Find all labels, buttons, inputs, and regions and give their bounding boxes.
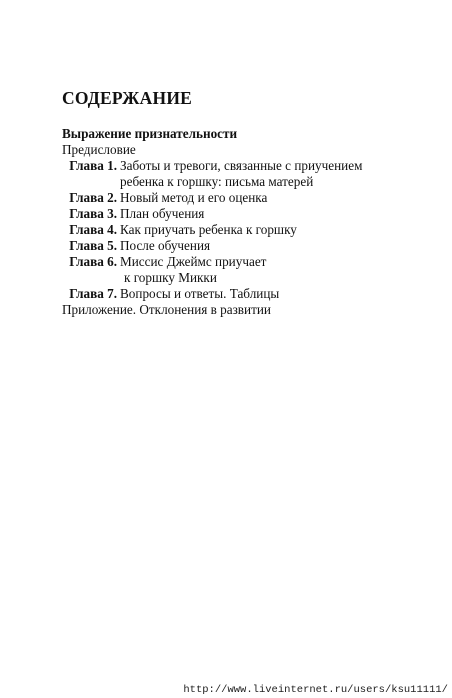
table-of-contents — [62, 126, 422, 318]
chapter-title — [117, 190, 267, 206]
chapter-title — [117, 254, 266, 286]
chapter-title-line: План обучения — [120, 206, 205, 221]
chapter-title-line: ребенка к горшку: письма матерей — [120, 174, 314, 189]
toc-chapter-5 — [62, 238, 422, 254]
chapter-title — [117, 158, 362, 190]
chapter-label: Глава 1. — [69, 158, 117, 173]
toc-entry-preface: Предисловие — [62, 142, 136, 157]
toc-chapter-1 — [62, 158, 422, 190]
chapter-label: Глава 3. — [69, 206, 117, 221]
toc-chapter-7 — [62, 286, 422, 302]
toc-chapter-6 — [62, 254, 422, 286]
chapter-label: Глава 6. — [69, 254, 117, 269]
toc-chapter-4 — [62, 222, 422, 238]
chapter-title-line: Миссис Джеймс приучает — [120, 254, 267, 269]
toc-entry-appendix: Приложение. Отклонения в развитии — [62, 302, 271, 317]
toc-entry-acknowledgement: Выражение признательности — [62, 126, 238, 141]
chapter-label: Глава 4. — [69, 222, 117, 237]
chapter-title-line: Новый метод и его оценка — [120, 190, 268, 205]
toc-chapter-3 — [62, 206, 422, 222]
chapter-title-line: Как приучать ребенка к горшку — [120, 222, 297, 237]
chapter-label: Глава 7. — [69, 286, 117, 301]
chapter-label: Глава 2. — [69, 190, 117, 205]
chapter-title-line: Вопросы и ответы. Таблицы — [120, 286, 280, 301]
toc-chapter-2 — [62, 190, 422, 206]
page-title: СОДЕРЖАНИЕ — [62, 88, 193, 108]
chapter-title — [117, 286, 279, 302]
chapter-label: Глава 5. — [69, 238, 117, 253]
chapter-title — [117, 238, 210, 254]
chapter-title — [117, 222, 297, 238]
chapter-title-line: После обучения — [120, 238, 211, 253]
chapter-title — [117, 206, 204, 222]
chapter-title-line: Заботы и тревоги, связанные с приучением — [120, 158, 363, 173]
source-url-watermark: http://www.liveinternet.ru/users/ksu11111/ — [183, 684, 448, 696]
chapter-title-line: к горшку Микки — [124, 270, 217, 285]
